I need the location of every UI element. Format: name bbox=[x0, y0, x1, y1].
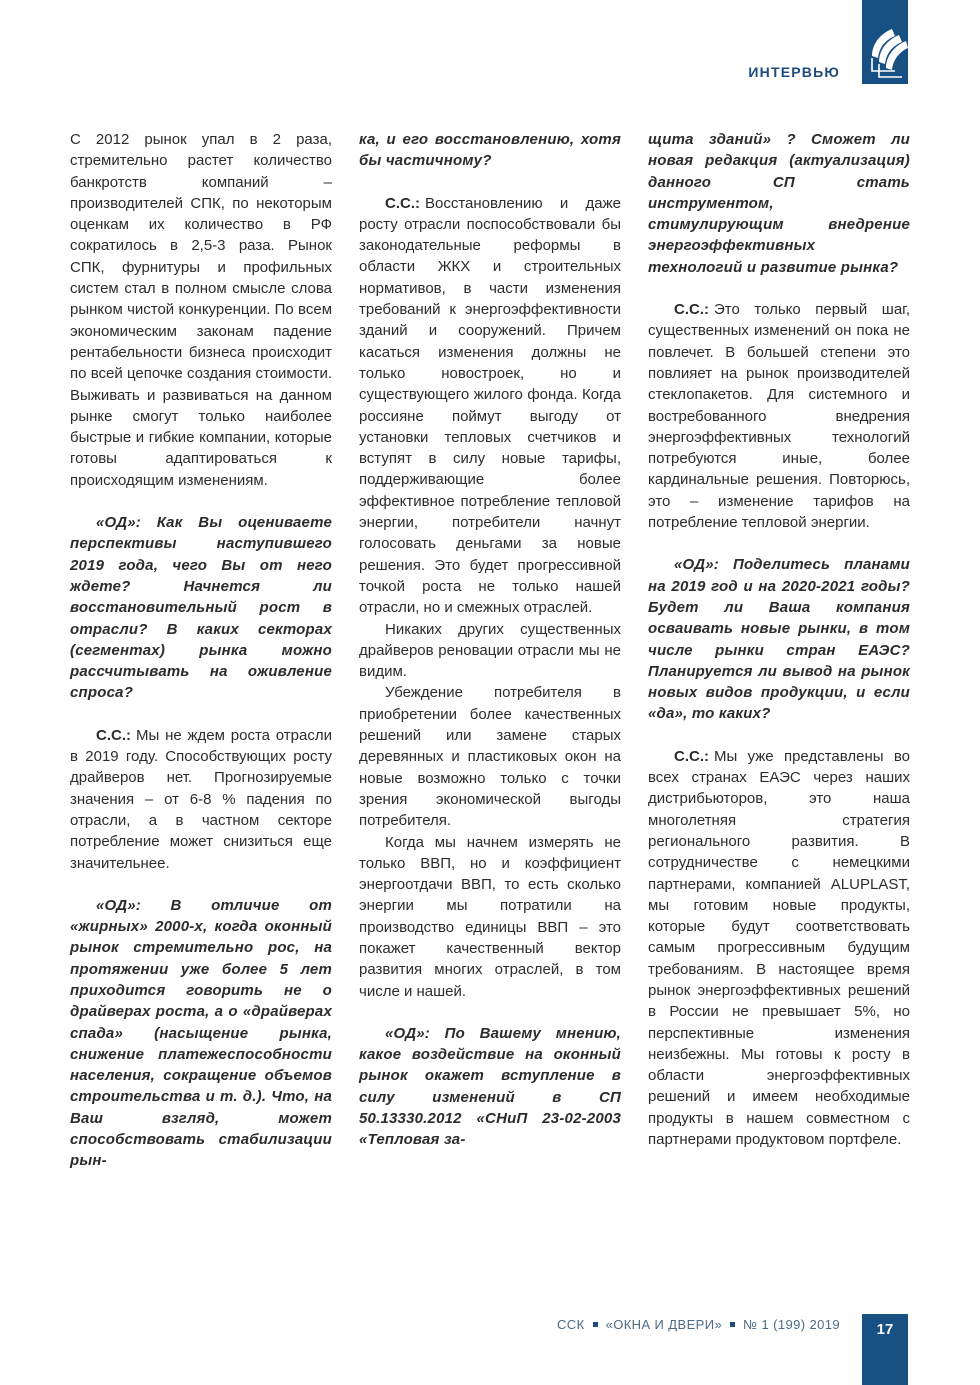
footer-journal-name: ССК bbox=[557, 1317, 585, 1332]
footer bbox=[0, 1317, 840, 1332]
column-3 bbox=[648, 129, 910, 1172]
square-separator-icon bbox=[593, 1322, 598, 1327]
interview-question-continued: ка, и его восстановлению, хотя бы частичному? bbox=[359, 131, 621, 170]
footer-issue-info: № 1 (199) 2019 bbox=[743, 1317, 840, 1332]
answer-speaker-label: С.С.: bbox=[96, 726, 131, 744]
answer-text: Это только первый шаг, существенных изменений он пока не повлечет. В большей степени это повлияет на рынок производителей стеклопакетов. Для системного и востребованного внедрения энергоэффективных технологий потребуются иные, более кардинальные решения. Повторюсь, это – изменение тарифов на потребление тепловой энергии. bbox=[648, 301, 910, 532]
interview-answer bbox=[648, 746, 910, 1151]
square-separator-icon bbox=[730, 1322, 735, 1327]
interview-answer bbox=[359, 193, 621, 619]
paragraph: Никаких других существенных драйверов реновации отрасли мы не видим. bbox=[359, 620, 621, 681]
answer-speaker-label: С.С.: bbox=[674, 747, 709, 765]
article-columns bbox=[70, 129, 912, 1172]
answer-text: Восстановлению и даже росту отрасли поспособствовали бы законодательные реформы в области ЖКХ и строительных нормативов, в части изменения требований к энергоэффективности зданий и сооружений. Причем касаться изменения должны не только новостроек, но и существующего жилого фонда. Когда россияне поймут выгоду от установки тепловых счетчиков и вступят в силу новые тарифы, поддерживающие более эффективное потребление тепловой энергии, потребители начнут голосовать деньгами за новые решения. Это будет прогрессивной точкой роста не только нашей отрасли, но и смежных отраслей. bbox=[359, 194, 621, 617]
paragraph: Когда мы начнем измерять не только ВВП, но и коэффициент энергоотдачи ВВП, то есть сколько энергии мы потратили на производство единицы ВВП – это покажет качественный вектор развития многих отраслей, в том числе и нашей. bbox=[359, 833, 621, 1000]
footer-magazine-title: «ОКНА И ДВЕРИ» bbox=[605, 1317, 723, 1332]
interview-question: «ОД»: Поделитесь планами на 2019 год и на 2020-2021 годы? Будет ли Ваша компания осваивать новые рынки, в том числе рынки стран ЕАЭС? Планируется ли вывод на рынок новых видов продукции, и если «да», то каких? bbox=[648, 556, 910, 723]
answer-text: Мы уже представлены во всех странах ЕАЭС через наших дистрибьюторов, это наша многолетняя стратегия регионального развития. В сотрудничестве с немецкими партнерами, компанией ALUPLAST, мы готовим новые продукты, которые будут соответствовать самым прогрессивным будущим требованиям. В настоящее время рынок энергоэффективных решений в России не превышает 5%, но перспективные изменения неизбежны. Мы готовы к росту в области энергоэффективных решений и имеем необходимые продукты в нашем совместном с партнерами продуктовом портфеле. bbox=[648, 747, 910, 1149]
answer-speaker-label: С.С.: bbox=[674, 301, 709, 319]
page-number: 17 bbox=[876, 1321, 894, 1338]
column-2 bbox=[359, 129, 621, 1172]
paragraph: Убеждение потребителя в приобретении более качественных решений или замене старых деревянных и пластиковых окон на новые возможно только с точки зрения экономической выгоды потребителя. bbox=[359, 684, 621, 830]
interview-question: «ОД»: В отличие от «жирных» 2000-х, когда оконный рынок стремительно рос, на протяжении уже более 5 лет приходится говорить не о драйверах роста, а о «драйверах спада» (насыщение рынка, снижение платежеспособности населения, сокращение объемов строительства и т. д.). Что, на Ваш взгляд, может способствовать стабилизации рын- bbox=[70, 896, 332, 1170]
column-1 bbox=[70, 129, 332, 1172]
interview-question: «ОД»: По Вашему мнению, какое воздействие на оконный рынок окажет вступление в силу изменений в СП 50.13330.2012 «СНиП 23-02-2003 «Тепловая за- bbox=[359, 1024, 621, 1149]
section-label: ИНТЕРВЬЮ bbox=[748, 64, 840, 80]
answer-speaker-label: С.С.: bbox=[385, 194, 420, 212]
paragraph: С 2012 рынок упал в 2 раза, стремительно растет количество банкротств компаний – производителей СПК, по некоторым оценкам их количество в РФ сократилось в 2,5-3 раза. Рынок СПК, фурнитуры и профильных систем стал в полном смысле слова рынком чистой конкуренции. По всем экономическим законам падение рентабельности бизнеса происходит по всей цепочке создания стоимости. Выживать и развиваться на данном рынке смогут только наиболее быстрые и гибкие компании, которые готовы адаптироваться к происходящим изменениям. bbox=[70, 131, 332, 489]
interview-question: «ОД»: Как Вы оцениваете перспективы наступившего 2019 года, чего Вы от него ждете? Начнется ли восстановительный рост в отрасли? В каких секторах (сегментах) рынка можно рассчитывать на оживление спроса? bbox=[70, 514, 332, 702]
interview-question-continued: щита зданий» ? Сможет ли новая редакция (актуализация) данного СП стать инструментом, стимулирующим внедрение энергоэффективных технологий и развитие рынка? bbox=[648, 131, 910, 276]
interview-answer bbox=[648, 299, 910, 533]
interview-answer bbox=[70, 725, 332, 874]
answer-text: Мы не ждем роста отрасли в 2019 году. Способствующих росту драйверов нет. Прогнозируемые значения – от 6-8 % падения по отрасли, а в частном секторе потребление может снизиться еще значительнее. bbox=[70, 726, 332, 872]
page-number-badge bbox=[862, 1314, 908, 1385]
header-logo-box bbox=[862, 0, 908, 84]
